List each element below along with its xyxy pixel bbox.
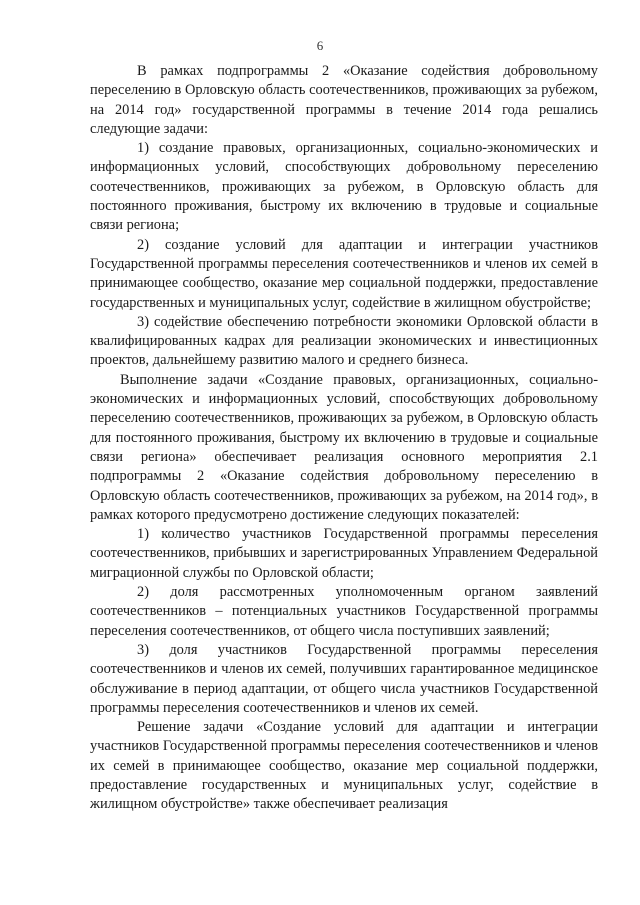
paragraph-indicator-3: 3) доля участников Государственной программы переселения соотечественников и членов их семей, получивших гарантированное медицинское обслуживание в период адаптации, от общего числа участников Государственной программы переселения соотечественников и членов их семей. — [90, 641, 598, 716]
paragraph-task-3: 3) содействие обеспечению потребности экономики Орловской области в квалифицированных кадрах для реализации экономических и инвестиционных проектов, дальнейшему развитию малого и среднего бизнеса. — [90, 313, 598, 369]
paragraph-indicator-2: 2) доля рассмотренных уполномоченным органом заявлений соотечественников – потенциальных участников Государственной программы переселения соотечественников, от общего числа поступивших заявлений; — [90, 584, 598, 639]
paragraph-indicator-1: 1) количество участников Государственной программы переселения соотечественников, прибывших и зарегистрированных Управлением Федеральной миграционной службы по Орловской области; — [90, 526, 598, 581]
paragraph-task-1: 1) создание правовых, организационных, социально-экономических и информационных условий, способствующих добровольному переселению соотечественников, проживающих за рубежом, в Орловскую область для постоянного проживания, быстрому их включению в трудовые и социальные связи региона; — [90, 140, 598, 234]
paragraph-task-2: 2) создание условий для адаптации и интеграции участников Государственной программы переселения соотечественников и членов их семей в принимающее сообщество, оказание мер социальной поддержки, предоставление государственных и муниципальных услуг, содействие в жилищном обустройстве; — [90, 236, 598, 311]
paragraph-intro: В рамках подпрограммы 2 «Оказание содействия добровольному переселению в Орловскую область соотечественников, проживающих за рубежом, на 2014 год» государственной программы в течение 2014 года решались следующие задачи: — [90, 63, 598, 137]
page-number: 6 — [316, 38, 324, 53]
body-text — [90, 62, 598, 815]
paragraph-solution: Решение задачи «Создание условий для адаптации и интеграции участников Государственной программы переселения соотечественников и членов их семей в принимающее сообщество, оказание мер социальной поддержки, предоставление государственных и муниципальных услуг, содействие в жилищном обустройстве» также обеспечивает реализация — [90, 719, 598, 813]
paragraph-execution: Выполнение задачи «Создание правовых, организационных, социально-экономических и информационных условий, способствующих добровольному переселению соотечественников, проживающих за рубежом, в Орловскую область для постоянного проживания, быстрому их включению в трудовые и социальные связи региона» обеспечивает реализация основного мероприятия 2.1 подпрограммы 2 «Оказание содействия добровольному переселению в Орловскую область соотечественников, проживающих за рубежом, на 2014 год», в рамках которого предусмотрено достижение следующих показателей: — [90, 371, 598, 523]
